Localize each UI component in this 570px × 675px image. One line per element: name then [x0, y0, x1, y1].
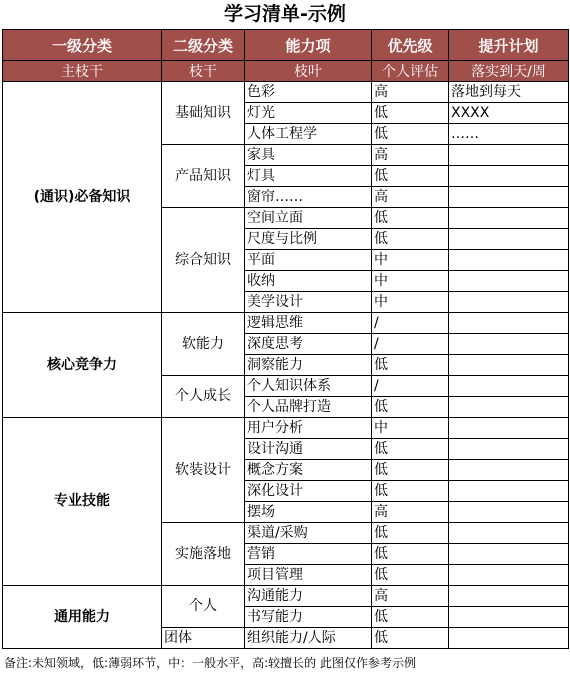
skill-cell: 灯光	[245, 103, 372, 124]
plan-cell	[449, 565, 569, 586]
level1-cell: 核心竞争力	[3, 313, 162, 418]
skill-cell: 尺度与比例	[245, 229, 372, 250]
priority-cell: 低	[372, 208, 449, 229]
priority-cell: 中	[372, 271, 449, 292]
plan-cell	[449, 187, 569, 208]
level2-cell: 个人	[162, 586, 245, 628]
priority-cell: 高	[372, 82, 449, 103]
skill-cell: 美学设计	[245, 292, 372, 313]
learning-list-table	[2, 29, 569, 649]
header-level2: 二级分类	[162, 30, 245, 61]
priority-cell: 低	[372, 439, 449, 460]
header-plan: 提升计划	[449, 30, 569, 61]
table-row	[3, 418, 569, 439]
skill-cell: 深化设计	[245, 481, 372, 502]
skill-cell: 沟通能力	[245, 586, 372, 607]
plan-cell: 落地到每天	[449, 82, 569, 103]
plan-cell	[449, 607, 569, 628]
priority-cell: /	[372, 334, 449, 355]
plan-cell	[449, 544, 569, 565]
skill-cell: 收纳	[245, 271, 372, 292]
plan-cell: XXXX	[449, 103, 569, 124]
level1-cell: 通用能力	[3, 586, 162, 649]
plan-cell	[449, 313, 569, 334]
header-row	[3, 30, 569, 61]
plan-cell	[449, 502, 569, 523]
footnote: 备注:未知领域，低:薄弱环节，中：一般水平，高:较擅长的 此图仅作参考示例	[4, 656, 416, 670]
priority-cell: 低	[372, 355, 449, 376]
plan-cell	[449, 271, 569, 292]
header-priority: 优先级	[372, 30, 449, 61]
plan-cell	[449, 418, 569, 439]
level2-cell: 综合知识	[162, 208, 245, 313]
skill-cell: 家具	[245, 145, 372, 166]
priority-cell: 高	[372, 145, 449, 166]
level2-cell: 团体	[162, 628, 245, 649]
skill-cell: 个人知识体系	[245, 376, 372, 397]
plan-cell	[449, 481, 569, 502]
level1-cell: (通识)必备知识	[3, 82, 162, 313]
priority-cell: 低	[372, 523, 449, 544]
plan-cell	[449, 292, 569, 313]
plan-cell	[449, 628, 569, 649]
priority-cell: /	[372, 376, 449, 397]
table-row	[3, 586, 569, 607]
priority-cell: 低	[372, 166, 449, 187]
level2-cell: 软能力	[162, 313, 245, 376]
priority-cell: 低	[372, 481, 449, 502]
priority-cell: 高	[372, 502, 449, 523]
subheader-priority: 个人评估	[372, 61, 449, 82]
skill-cell: 设计沟通	[245, 439, 372, 460]
plan-cell	[449, 397, 569, 418]
priority-cell: 低	[372, 628, 449, 649]
priority-cell: 低	[372, 607, 449, 628]
priority-cell: 低	[372, 544, 449, 565]
skill-cell: 渠道/采购	[245, 523, 372, 544]
priority-cell: 中	[372, 250, 449, 271]
skill-cell: 书写能力	[245, 607, 372, 628]
priority-cell: 低	[372, 103, 449, 124]
sheet-title: 学习清单-示例	[224, 3, 346, 25]
plan-cell	[449, 523, 569, 544]
level2-cell: 个人成长	[162, 376, 245, 418]
skill-cell: 概念方案	[245, 460, 372, 481]
plan-cell	[449, 355, 569, 376]
subheader-level2: 枝干	[162, 61, 245, 82]
skill-cell: 项目管理	[245, 565, 372, 586]
skill-cell: 窗帘……	[245, 187, 372, 208]
skill-cell: 逻辑思维	[245, 313, 372, 334]
level2-cell: 基础知识	[162, 82, 245, 145]
skill-cell: 人体工程学	[245, 124, 372, 145]
plan-cell	[449, 460, 569, 481]
priority-cell: 高	[372, 187, 449, 208]
skill-cell: 色彩	[245, 82, 372, 103]
subheader-skill: 枝叶	[245, 61, 372, 82]
level2-cell: 实施落地	[162, 523, 245, 586]
table-row	[3, 313, 569, 334]
table-row	[3, 82, 569, 103]
level2-cell: 软装设计	[162, 418, 245, 523]
priority-cell: 中	[372, 292, 449, 313]
skill-cell: 平面	[245, 250, 372, 271]
skill-cell: 洞察能力	[245, 355, 372, 376]
level1-cell: 专业技能	[3, 418, 162, 586]
priority-cell: 低	[372, 397, 449, 418]
priority-cell: 中	[372, 418, 449, 439]
plan-cell	[449, 166, 569, 187]
plan-cell: ……	[449, 124, 569, 145]
plan-cell	[449, 439, 569, 460]
plan-cell	[449, 334, 569, 355]
header-level1: 一级分类	[3, 30, 162, 61]
priority-cell: 低	[372, 460, 449, 481]
subheader-plan: 落实到天/周	[449, 61, 569, 82]
subheader-row	[3, 61, 569, 82]
skill-cell: 组织能力/人际	[245, 628, 372, 649]
plan-cell	[449, 586, 569, 607]
plan-cell	[449, 376, 569, 397]
priority-cell: 低	[372, 229, 449, 250]
subheader-level1: 主枝干	[3, 61, 162, 82]
plan-cell	[449, 145, 569, 166]
priority-cell: 低	[372, 124, 449, 145]
skill-cell: 摆场	[245, 502, 372, 523]
skill-cell: 用户分析	[245, 418, 372, 439]
priority-cell: 高	[372, 586, 449, 607]
plan-cell	[449, 229, 569, 250]
skill-cell: 空间立面	[245, 208, 372, 229]
level2-cell: 产品知识	[162, 145, 245, 208]
skill-cell: 深度思考	[245, 334, 372, 355]
header-skill: 能力项	[245, 30, 372, 61]
plan-cell	[449, 250, 569, 271]
plan-cell	[449, 208, 569, 229]
priority-cell: /	[372, 313, 449, 334]
skill-cell: 个人品牌打造	[245, 397, 372, 418]
skill-cell: 营销	[245, 544, 372, 565]
priority-cell: 低	[372, 565, 449, 586]
skill-cell: 灯具	[245, 166, 372, 187]
